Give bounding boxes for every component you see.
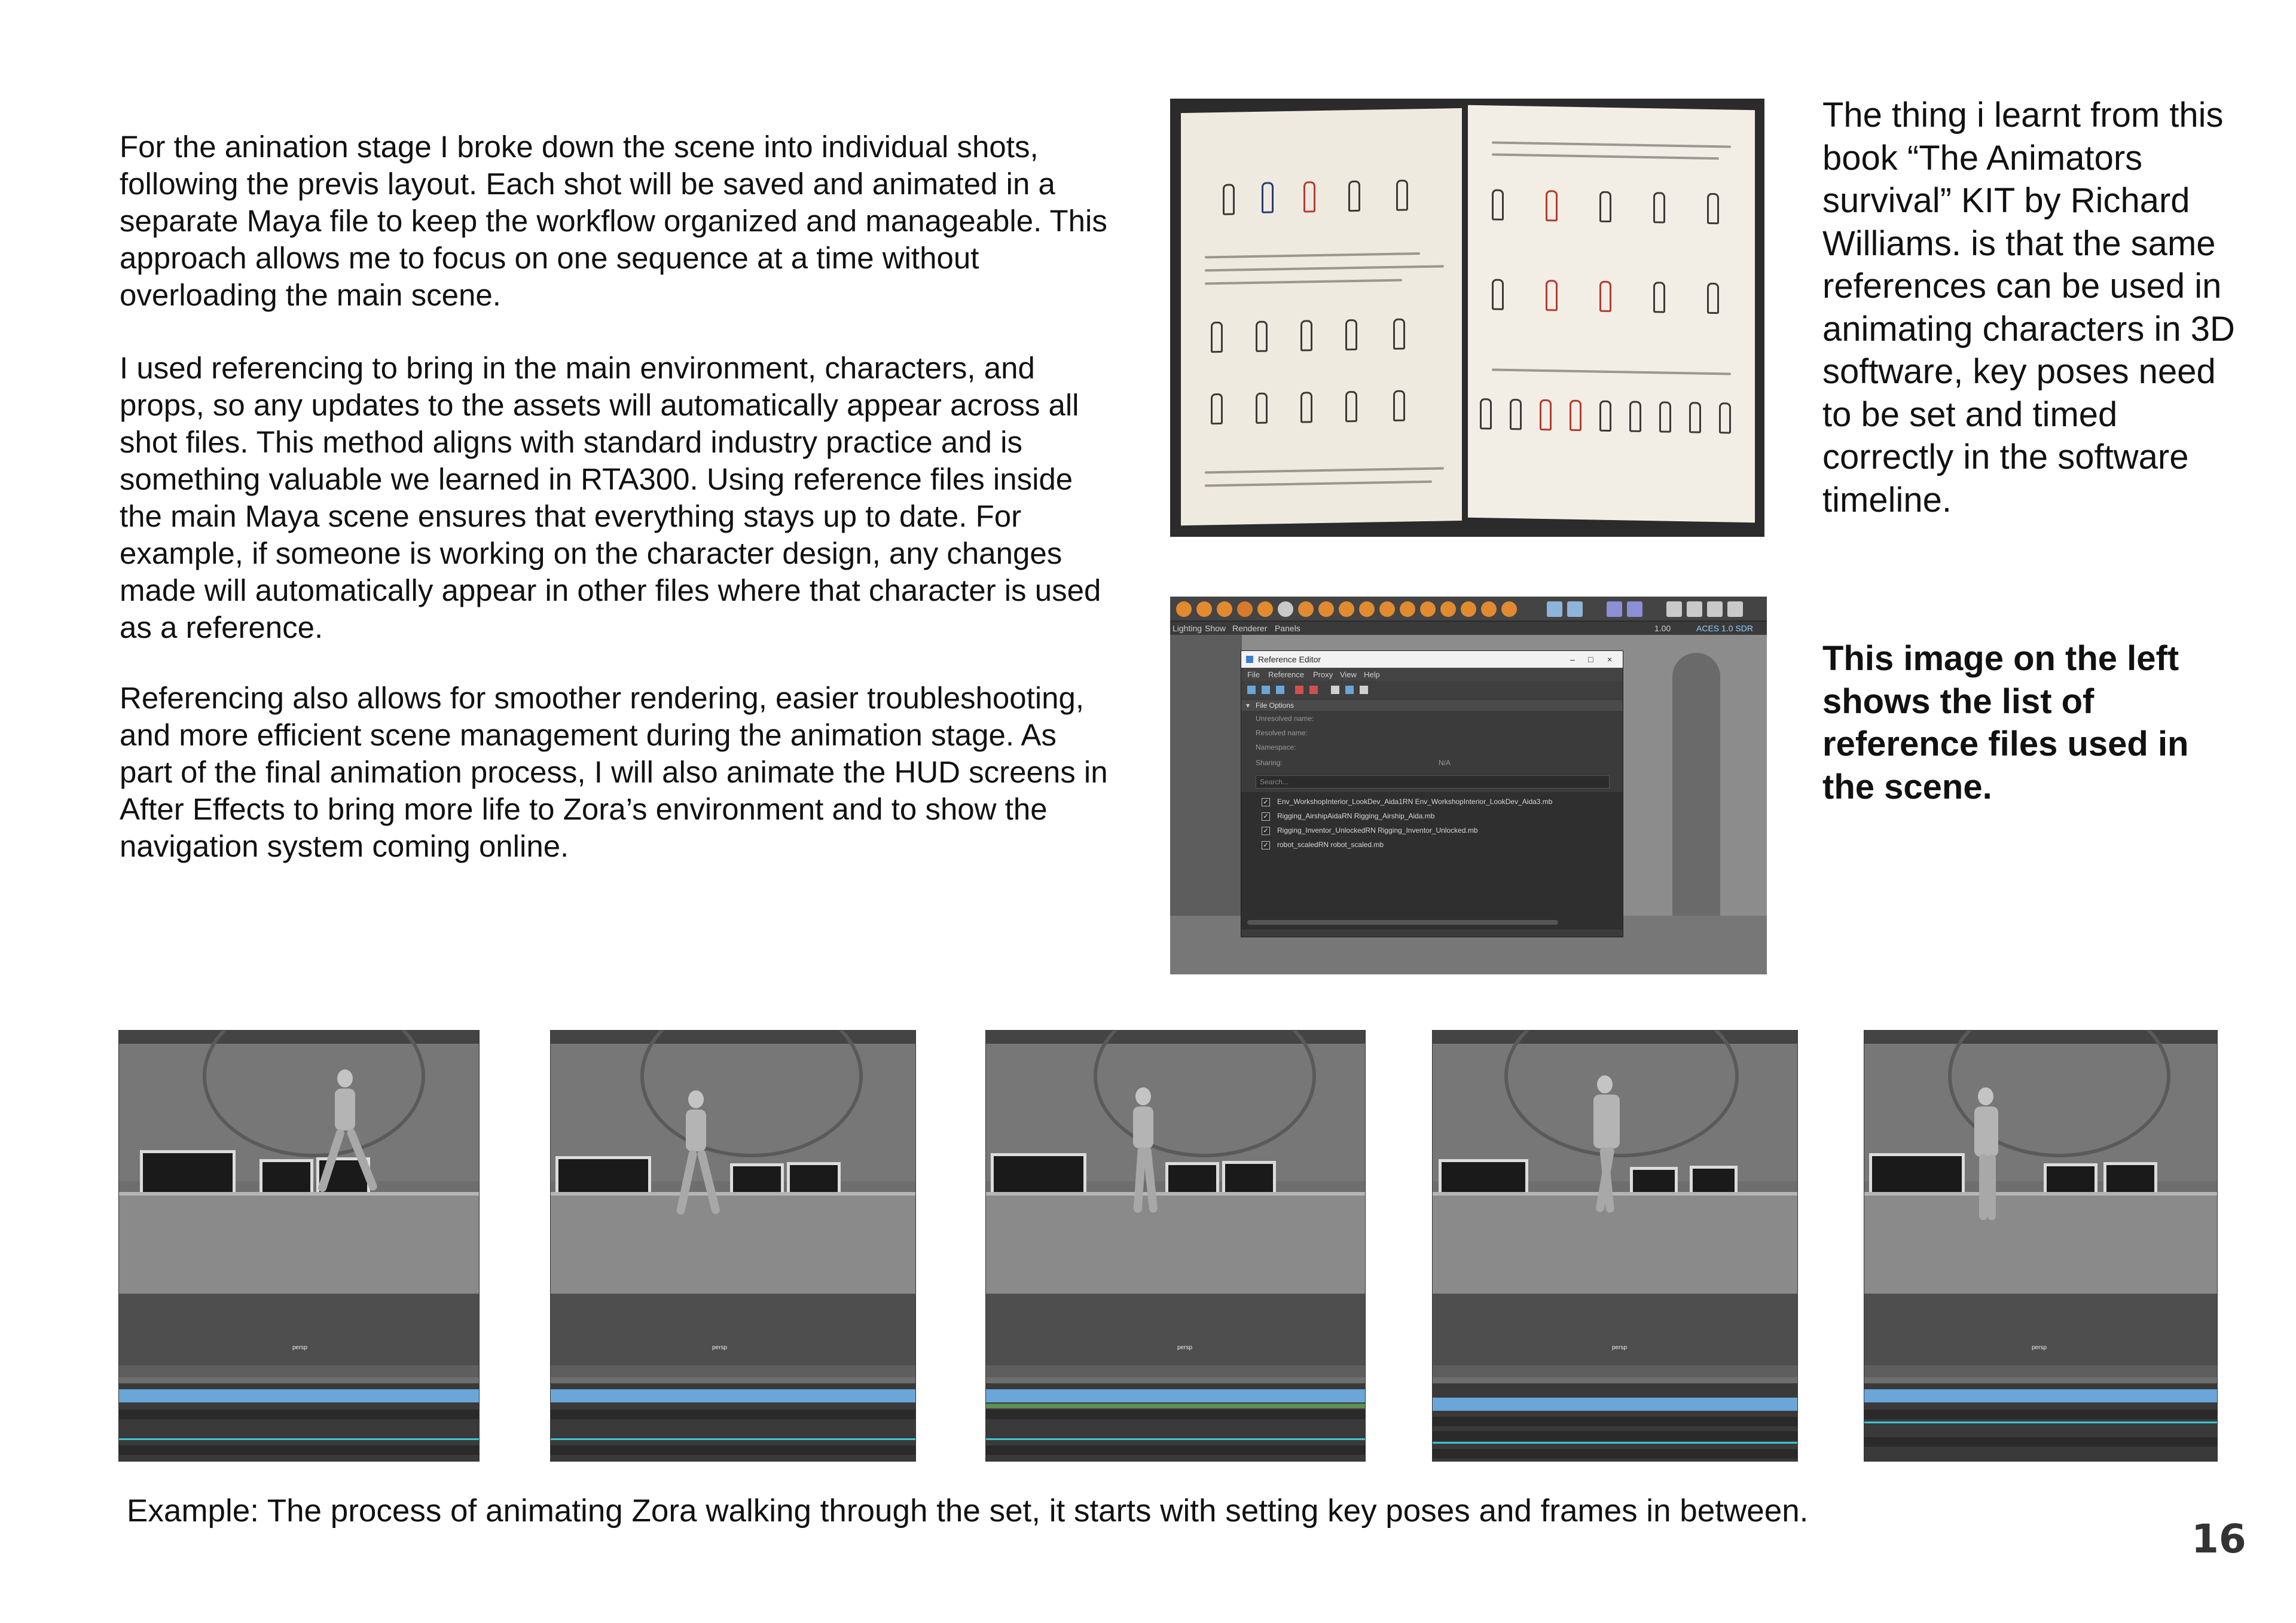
toolbar-icon[interactable] [1295,686,1303,694]
unresolved-name-label: Unresolved name: [1256,714,1314,723]
shelf-icon[interactable] [1481,601,1497,617]
maya-shelf [1170,597,1767,622]
shelf-icon[interactable] [1420,601,1436,617]
horizontal-scrollbar[interactable] [1247,920,1558,925]
sharing-value: N/A [1439,759,1451,767]
minimize-icon[interactable]: – [1570,655,1575,664]
dialog-menu-bar [1241,668,1623,681]
shelf-icon[interactable] [1217,601,1232,617]
viewport-menu-show[interactable]: Show [1205,623,1226,633]
reference-file-row[interactable]: robot_scaledRN robot_scaled.mb [1277,840,1384,849]
shot-thumbnail-5 [1864,1030,2218,1462]
camera-sequencer-track[interactable] [1864,1389,2217,1402]
shelf-icon[interactable] [1727,601,1743,617]
shelf-icon[interactable] [1237,601,1253,617]
shelf-icon[interactable] [1196,601,1212,617]
body-paragraph-2: I used referencing to bring in the main environment, characters, and props, so any updates to the assets will automatically appear across all shot files. This method aligns with standard industry practice and is something valuable we learned in RTA300. Using reference files inside the main Maya scene ensures that everything stays up to date. For example, if someone is working on the character design, any changes made will automatically appear in other files where that character is used as a reference. [120,351,1101,644]
timeline[interactable] [551,1383,915,1462]
shelf-icon[interactable] [1666,601,1682,617]
camera-label: persp [2032,1344,2047,1351]
reference-checkbox[interactable]: ✓ [1262,798,1270,806]
shelf-icon[interactable] [1257,601,1273,617]
viewport-menu-panels[interactable]: Panels [1275,623,1300,633]
camera-sequencer-track[interactable] [986,1389,1365,1402]
timeline[interactable] [986,1383,1365,1462]
search-field[interactable] [1256,775,1610,788]
menu-reference[interactable]: Reference [1268,670,1304,679]
camera-label: persp [1177,1344,1193,1351]
shot-thumbnail-1 [118,1030,480,1462]
file-options-label: File Options [1256,701,1294,710]
shelf-icon[interactable] [1567,601,1583,617]
close-icon[interactable]: × [1607,655,1613,664]
toolbar-icon[interactable] [1345,686,1354,694]
camera-sequencer-track[interactable] [119,1389,479,1402]
toolbar-icon[interactable] [1262,686,1270,694]
timeline[interactable] [119,1383,479,1462]
toolbar-icon[interactable] [1360,686,1368,694]
reference-note: This image on the left shows the list of reference files used in the scene. [1822,639,2189,806]
viewport-menu-lighting[interactable]: Lighting [1173,623,1202,633]
figure-caption: Example: The process of animating Zora walking through the set, it starts with setting key poses and frames in between. [127,1493,1809,1529]
reference-file-row[interactable]: Rigging_AirshipAidaRN Rigging_Airship_Aida.mb [1277,812,1435,820]
shelf-icon[interactable] [1176,601,1192,617]
shelf-icon[interactable] [1440,601,1456,617]
file-options-header[interactable] [1241,700,1623,711]
camera-label: persp [292,1344,308,1351]
body-paragraph-3: Referencing also allows for smoother rendering, easier troubleshooting, and more efficient scene management during the animation stage. As part of the final animation process, I will also animate the HUD screens in After Effects to bring more life to Zora’s environment and to show the navigation system coming online. [120,681,1108,863]
toolbar-icon[interactable] [1309,686,1318,694]
shelf-icon[interactable] [1339,601,1354,617]
dialog-titlebar [1241,651,1623,668]
timeline[interactable] [1864,1383,2217,1462]
chevron-down-icon: ▾ [1246,701,1250,710]
toolbar-icon[interactable] [1331,686,1339,694]
menu-view[interactable]: View [1340,670,1357,679]
reference-checkbox[interactable]: ✓ [1262,812,1270,821]
reference-file-list [1241,792,1623,930]
sharing-label: Sharing: [1256,759,1283,767]
toolbar-icon[interactable] [1276,686,1284,694]
shelf-icon[interactable] [1547,601,1562,617]
resolved-name-label: Resolved name: [1256,729,1308,737]
search-placeholder: Search... [1260,778,1289,786]
dialog-toolbar [1241,681,1623,699]
shelf-icon[interactable] [1627,601,1642,617]
shelf-icon[interactable] [1607,601,1622,617]
viewport-menu-renderer[interactable]: Renderer [1232,623,1268,633]
exposure-value[interactable]: 1.00 [1654,623,1671,633]
reference-editor-icon [1246,656,1253,663]
shelf-icon[interactable] [1707,601,1723,617]
camera-sequencer-track[interactable] [1433,1398,1797,1411]
shot-thumbnail-3 [985,1030,1366,1462]
reference-editor-dialog [1241,650,1623,937]
toolbar-icon[interactable] [1247,686,1256,694]
body-paragraph-1: For the anination stage I broke down the scene into individual shots, following the previs layout. Each shot will be saved and animated in a separate Maya file to keep the workflow organized and manageable. This approach allows me to focus on one sequence at a time without overloading the main scene. [120,130,1107,312]
shot-thumbnail-4 [1432,1030,1798,1462]
book-note: The thing i learnt from this book “The Animators survival” KIT by Richard Williams. is that the same references can be used in animating characters in 3D software, key poses need to be set and timed correctly in the software timeline. [1822,96,2235,519]
shelf-icon[interactable] [1687,601,1702,617]
camera-sequencer-track[interactable] [551,1389,915,1402]
camera-label: persp [1612,1344,1628,1351]
shelf-icon[interactable] [1400,601,1415,617]
shelf-icon[interactable] [1461,601,1476,617]
shelf-icon[interactable] [1379,601,1395,617]
shelf-icon[interactable] [1298,601,1314,617]
shot-thumbnail-2 [550,1030,916,1462]
shelf-icon[interactable] [1278,601,1293,617]
menu-file[interactable]: File [1247,670,1260,679]
camera-label: persp [712,1344,728,1351]
reference-file-row[interactable]: Rigging_Inventor_UnlockedRN Rigging_Inventor_Unlocked.mb [1277,826,1478,835]
dialog-title: Reference Editor [1258,655,1321,664]
shelf-icon[interactable] [1359,601,1375,617]
maximize-icon[interactable]: □ [1588,655,1593,664]
page-number: 16 [2191,1516,2246,1562]
menu-help[interactable]: Help [1364,670,1380,679]
book-photo [1170,99,1764,537]
timeline[interactable] [1433,1383,1797,1462]
reference-file-row[interactable]: Env_WorkshopInterior_LookDev_Aida1RN Env_WorkshopInterior_LookDev_Aida3.mb [1277,797,1553,806]
reference-checkbox[interactable]: ✓ [1262,841,1270,849]
colorspace-label[interactable]: ACES 1.0 SDR [1696,623,1753,633]
shelf-icon[interactable] [1318,601,1334,617]
menu-proxy[interactable]: Proxy [1313,670,1333,679]
viewport-menu-bar [1170,622,1767,635]
maya-reference-editor-screenshot [1170,597,1767,974]
shelf-icon[interactable] [1501,601,1517,617]
reference-checkbox[interactable]: ✓ [1262,827,1270,835]
namespace-label: Namespace: [1256,743,1296,751]
